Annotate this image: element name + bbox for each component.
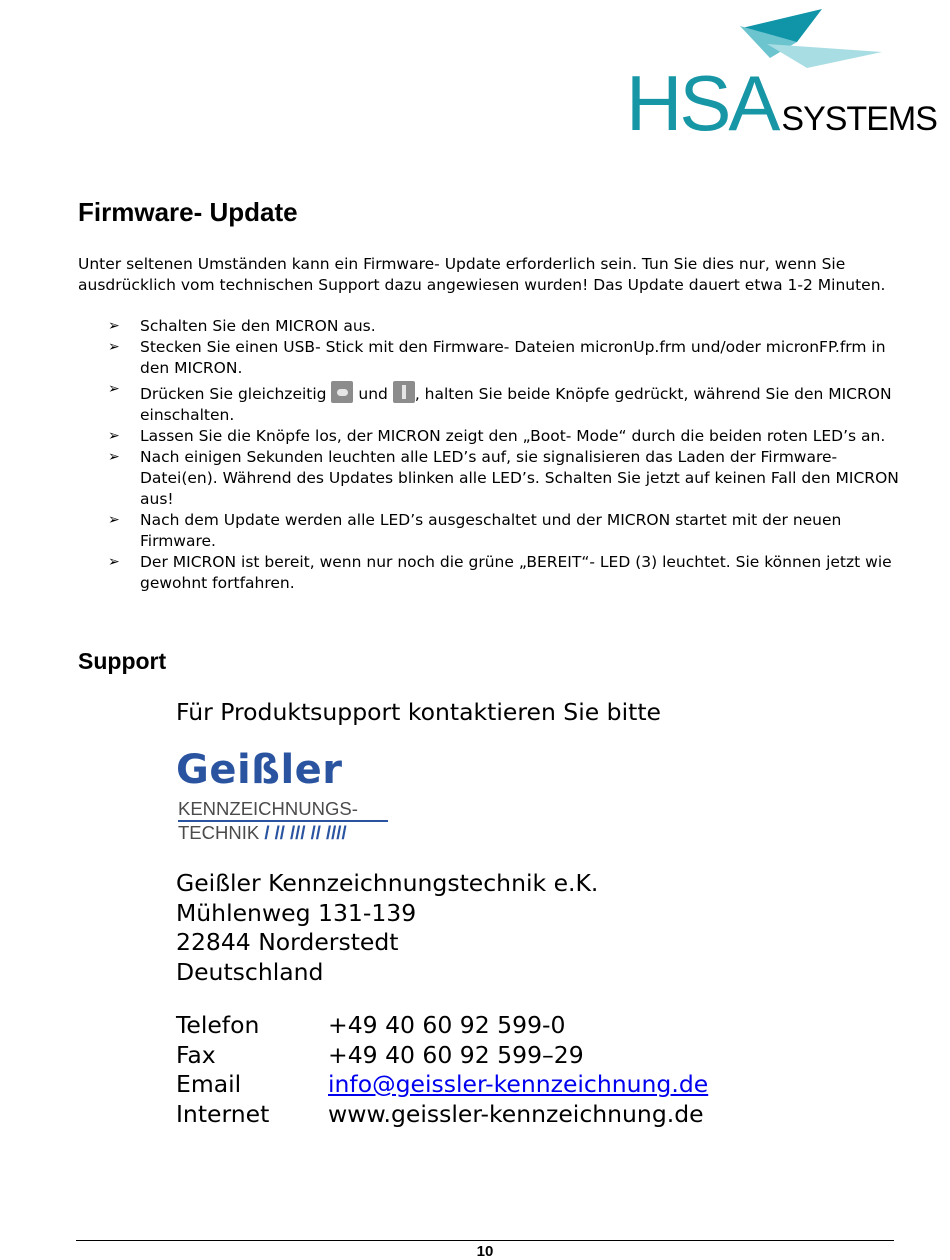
geissler-logo-slashes: / // /// // //// xyxy=(264,822,347,843)
contact-row-internet xyxy=(176,1100,708,1130)
contact-details xyxy=(176,1011,708,1129)
firmware-steps-list xyxy=(78,316,908,594)
support-heading: Support xyxy=(78,648,167,674)
step-text-after: , halten Sie beide Knöpfe gedrückt, während Sie den MICRON einschalten. xyxy=(140,385,892,424)
list-item xyxy=(78,447,908,510)
contact-value: +49 40 60 92 599-0 xyxy=(328,1011,566,1039)
contact-label: Fax xyxy=(176,1040,216,1069)
step-text: Lassen Sie die Knöpfe los, der MICRON zeigt den „Boot- Mode“ durch die beiden roten LED’s an. xyxy=(140,427,886,445)
list-item xyxy=(78,510,908,552)
step-text-and: und xyxy=(358,385,388,403)
step-text: Stecken Sie einen USB- Stick mit den Firmware- Dateien micronUp.frm und/oder micronFP.frm in den MICRON. xyxy=(140,338,886,377)
logo-brand-text: HSA xyxy=(626,59,778,147)
arrow-bullet-icon: ➢ xyxy=(108,428,120,444)
contact-row-email xyxy=(176,1070,708,1100)
list-item xyxy=(78,552,908,594)
email-link[interactable]: info@geissler-kennzeichnung.de xyxy=(328,1070,709,1098)
arrow-bullet-icon: ➢ xyxy=(108,554,120,570)
step-text: Nach einigen Sekunden leuchten alle LED’s auf, sie signalisieren das Laden der Firmware- Datei(en). Während des Updates blinken alle LED’s. Schalten Sie jetzt auf keinen Fall den MICRON aus! xyxy=(140,448,899,508)
step-text: Nach dem Update werden alle LED’s ausgeschaltet und der MICRON startet mit der neuen Firmware. xyxy=(140,511,842,550)
arrow-bullet-icon: ➢ xyxy=(108,449,120,465)
step-text: Schalten Sie den MICRON aus. xyxy=(140,317,376,335)
address-line: 22844 Norderstedt xyxy=(176,928,399,956)
step-text: Der MICRON ist bereit, wenn nur noch die grüne „BEREIT“- LED (3) leuchtet. Sie können jetzt wie gewohnt fortfahren. xyxy=(140,553,892,592)
geissler-logo xyxy=(176,748,394,848)
firmware-intro-text: Unter seltenen Umständen kann ein Firmware- Update erforderlich sein. Tun Sie dies nur, wenn Sie ausdrücklich vom technischen Support dazu angewiesen wurden! Das Update dauert etwa 1-2 Minuten. xyxy=(78,255,886,294)
list-item xyxy=(78,337,908,379)
hsa-systems-logo xyxy=(622,6,937,147)
list-item xyxy=(78,379,908,426)
geissler-logo-line2-wrap xyxy=(178,822,347,844)
support-intro xyxy=(176,698,661,726)
address-line: Deutschland xyxy=(176,957,324,986)
contact-label: Internet xyxy=(176,1099,270,1128)
arrow-bullet-icon: ➢ xyxy=(108,318,120,334)
contact-label: Email xyxy=(176,1070,242,1098)
button-dot-icon xyxy=(331,381,353,403)
arrow-bullet-icon: ➢ xyxy=(108,339,120,355)
contact-label: Telefon xyxy=(176,1011,260,1039)
geissler-logo-line2: TECHNIK xyxy=(178,822,260,843)
contact-row-fax xyxy=(176,1041,708,1071)
list-item xyxy=(78,426,908,447)
contact-value: www.geissler-kennzeichnung.de xyxy=(328,1099,704,1128)
geissler-logo-name: Geißler xyxy=(176,747,343,793)
address-line: Geißler Kennzeichnungstechnik e.K. xyxy=(176,869,599,897)
footer-divider xyxy=(76,1240,894,1241)
button-bar-icon xyxy=(393,381,415,403)
logo-suffix-text: SYSTEMS xyxy=(781,100,937,138)
firmware-update-heading: Firmware- Update xyxy=(78,197,298,227)
contact-value: +49 40 60 92 599–29 xyxy=(328,1040,584,1069)
arrow-bullet-icon: ➢ xyxy=(108,381,120,397)
address-line: Mühlenweg 131-139 xyxy=(176,898,417,927)
page-number: 10 xyxy=(476,1243,494,1260)
company-address xyxy=(176,869,598,987)
list-item xyxy=(78,316,908,337)
support-intro-text: Für Produktsupport kontaktieren Sie bitte xyxy=(176,698,662,726)
contact-row-telefon xyxy=(176,1011,708,1041)
step-text-before: Drücken Sie gleichzeitig xyxy=(140,385,327,403)
arrow-bullet-icon: ➢ xyxy=(108,512,120,528)
geissler-logo-line1: KENNZEICHNUNGS- xyxy=(178,798,358,819)
